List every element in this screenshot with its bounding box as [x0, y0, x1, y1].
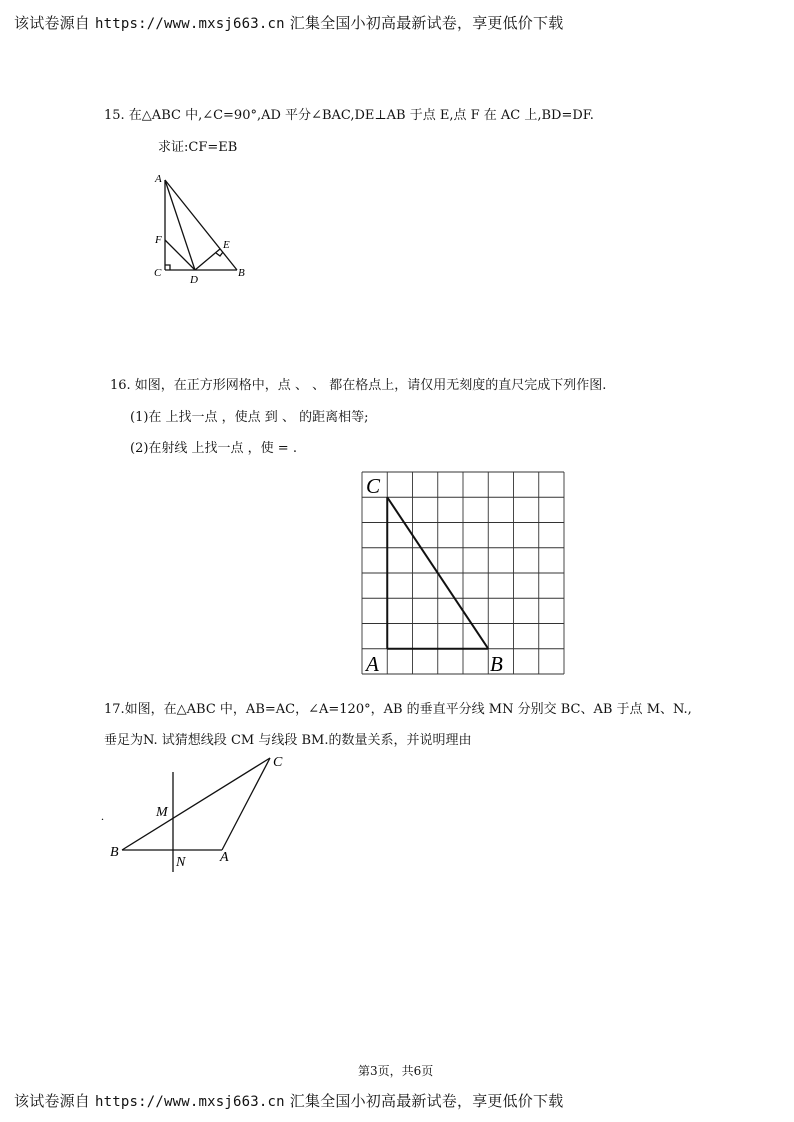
q15-text: 15. 在△ABC 中,∠C=90°,AD 平分∠BAC,DE⊥AB 于点 E,点 F 在 AC 上,BD=DF. [104, 108, 594, 123]
header-prefix: 该试卷源自 [14, 14, 91, 32]
q15-label-f: F [155, 234, 162, 246]
page-number: 第3页，共6页 [358, 1064, 434, 1078]
q17-label-m: M [156, 805, 168, 820]
header-banner [14, 12, 563, 33]
footer-banner [14, 1090, 563, 1111]
q16-label-c: C [366, 474, 381, 498]
q15-label-b: B [238, 267, 245, 279]
q17-label-a: A [220, 850, 229, 865]
q17-text: 17.如图，在△ABC 中，AB=AC，∠A=120°，AB 的垂直平分线 MN 分别交 BC、AB 于点 M、N., [104, 702, 692, 717]
q15-triangle-figure [150, 170, 260, 288]
q17-stray-mark: . [101, 809, 104, 823]
q15-prove: 求证:CF=EB [158, 140, 238, 155]
q17-triangle-figure [98, 750, 298, 878]
footer-prefix: 该试卷源自 [14, 1092, 91, 1110]
q16-text: 16. 如图，在正方形网格中，点 、 、 都在格点上，请仅用无刻度的直尺完成下列作图. [110, 378, 607, 393]
q16-label-a: A [366, 652, 379, 676]
q16-part1: (1)在 上找一点 ，使点 到 、 的距离相等; [130, 410, 369, 425]
q15-label-d: D [190, 274, 198, 286]
q16-grid-figure [360, 470, 566, 680]
q16-part2: (2)在射线 上找一点 ，使 = . [130, 441, 297, 456]
footer-suffix: 汇集全国小初高最新试卷，享更低价下载 [289, 1092, 564, 1110]
q16-label-b: B [490, 652, 503, 676]
q17-label-c: C [273, 755, 283, 770]
q15-label-c: C [154, 267, 162, 279]
footer-url[interactable]: https://www.mxsj663.cn [94, 1094, 285, 1110]
q15-label-e: E [223, 239, 230, 251]
q17-label-n: N [176, 855, 186, 870]
header-url[interactable]: https://www.mxsj663.cn [94, 16, 285, 32]
header-suffix: 汇集全国小初高最新试卷，享更低价下载 [289, 14, 564, 32]
q15-label-a: A [155, 173, 162, 185]
q17-text2: 垂足为N. 试猜想线段 CM 与线段 BM.的数量关系，并说明理由 [104, 733, 472, 748]
q17-label-b: B [110, 845, 119, 860]
